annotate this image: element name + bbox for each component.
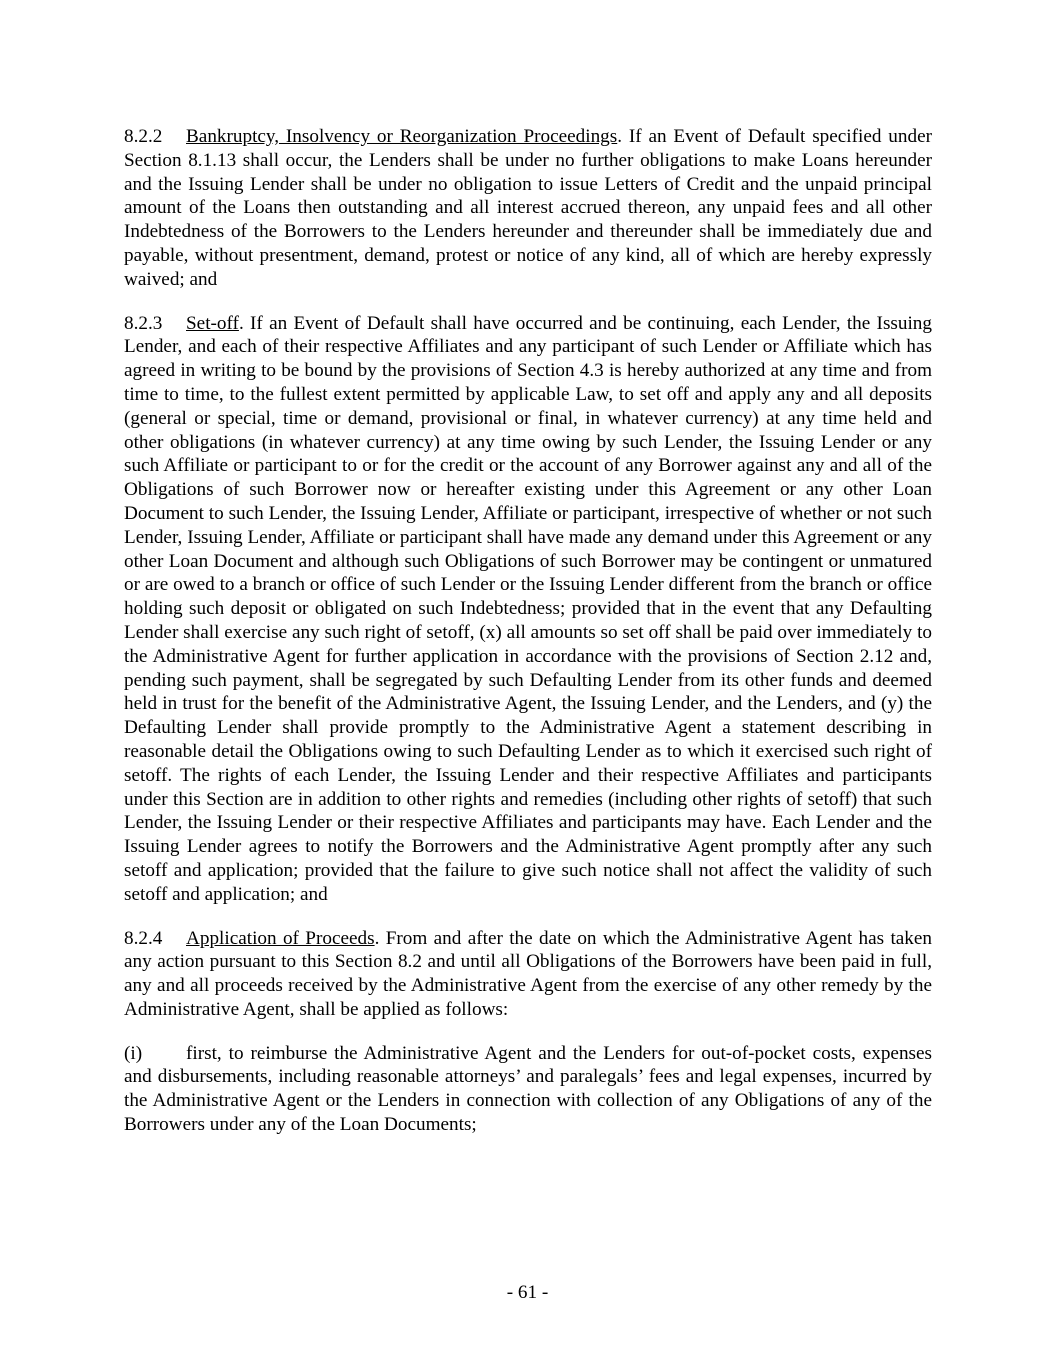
heading-punctuation: .: [617, 126, 623, 147]
page-number: - 61 -: [506, 1282, 549, 1303]
clause-label: (i): [124, 1042, 143, 1064]
section-number: 8.2.3: [124, 312, 163, 334]
section-body: If an Event of Default shall have occurred and be continuing, each Lender, the Issuing Lender, and each of their respective Affiliates and any participant of such Lender or Affiliate which has agreed in writing to be bound by the provisions of Section 4.3 is hereby authorized at any time and from time to time, to the fullest extent permitted by applicable Law, to set off and apply any and all deposits (general or special, time or demand, provisional or final, in whatever currency) at any time held and other obligations (in whatever currency) at any time owing by such Lender, the Issuing Lender or any such Affiliate or participant to or for the credit or the account of any Borrower against any and all of the Obligations of such Borrower now or hereafter existing under this Agreement or any other Loan Document to such Lender, the Issuing Lender, Affiliate or participant, irrespective of whether or not such Lender, Issuing Lender, Affiliate or participant shall have made any demand under this Agreement or any other Loan Document and although such Obligations of such Borrower may be contingent or unmatured or are owed to a branch or office of such Lender or the Issuing Lender different from the branch or office holding such deposit or obligated on such Indebtedness; provided that in the event that any Defaulting Lender shall exercise any such right of setoff, (x) all amounts so set off shall be paid over immediately to the Administrative Agent for further application in accordance with the provisions of Section 2.12 and, pending such payment, shall be segregated by such Defaulting Lender from its other funds and deemed held in trust for the benefit of the Administrative Agent, the Issuing Lender, and the Lenders, and (y) the Defaulting Lender shall provide promptly to the Administrative Agent a statement describing in reasonable detail the Obligations owing to such Defaulting Lender as to which it exercised such right of setoff. The rights of each Lender, the Issuing Lender and their respective Affiliates and participants under this Section are in addition to other rights and remedies (including other rights of setoff) that such Lender, the Issuing Lender or their respective Affiliates and participants may have. Each Lender and the Issuing Lender agrees to notify the Borrowers and the Administrative Agent promptly after any such setoff and application; provided that the failure to give such notice shall not affect the validity of such setoff and application; and: [124, 312, 932, 905]
section-body: If an Event of Default specified under Section 8.1.13 shall occur, the Lenders shall be under no further obligations to make Loans hereunder and the Issuing Lender shall be under no obligation to issue Letters of Credit and the unpaid principal amount of the Loans then outstanding and all interest accrued thereon, any unpaid fees and all other Indebtedness of the Borrowers to the Lenders hereunder and thereunder shall be immediately due and payable, without presentment, demand, protest or notice of any kind, all of which are hereby expressly waived; and: [124, 126, 932, 290]
section-body: From and after the date on which the Administrative Agent has taken any action pursuant to this Section 8.2 and until all Obligations of the Borrowers have been paid in full, any and all proceeds received by the Administrative Agent from the exercise of any other remedy by the Administrative Agent, shall be applied as follows:: [124, 927, 932, 1020]
section-heading: Set-off: [186, 312, 239, 334]
section-8-2-4: [124, 927, 932, 1022]
heading-punctuation: .: [374, 927, 380, 949]
section-8-2-3: [124, 312, 932, 907]
clause-i: [124, 1042, 932, 1137]
section-heading: Application of Proceeds: [186, 927, 375, 949]
section-number: 8.2.4: [124, 927, 163, 949]
section-number: 8.2.2: [124, 126, 163, 147]
document-page: [124, 125, 932, 1137]
section-heading: Bankruptcy, Insolvency or Reorganization Proceedings: [186, 126, 618, 147]
heading-punctuation: .: [238, 312, 244, 334]
section-8-2-2: [124, 125, 932, 292]
clause-body: first, to reimburse the Administrative Agent and the Lenders for out-of-pocket costs, expenses and disbursements, including reasonable attorneys’ and paralegals’ fees and legal expenses, incurred by the Administrative Agent or the Lenders in connection with collection of any Obligations of any of the Borrowers under any of the Loan Documents;: [124, 1042, 932, 1136]
